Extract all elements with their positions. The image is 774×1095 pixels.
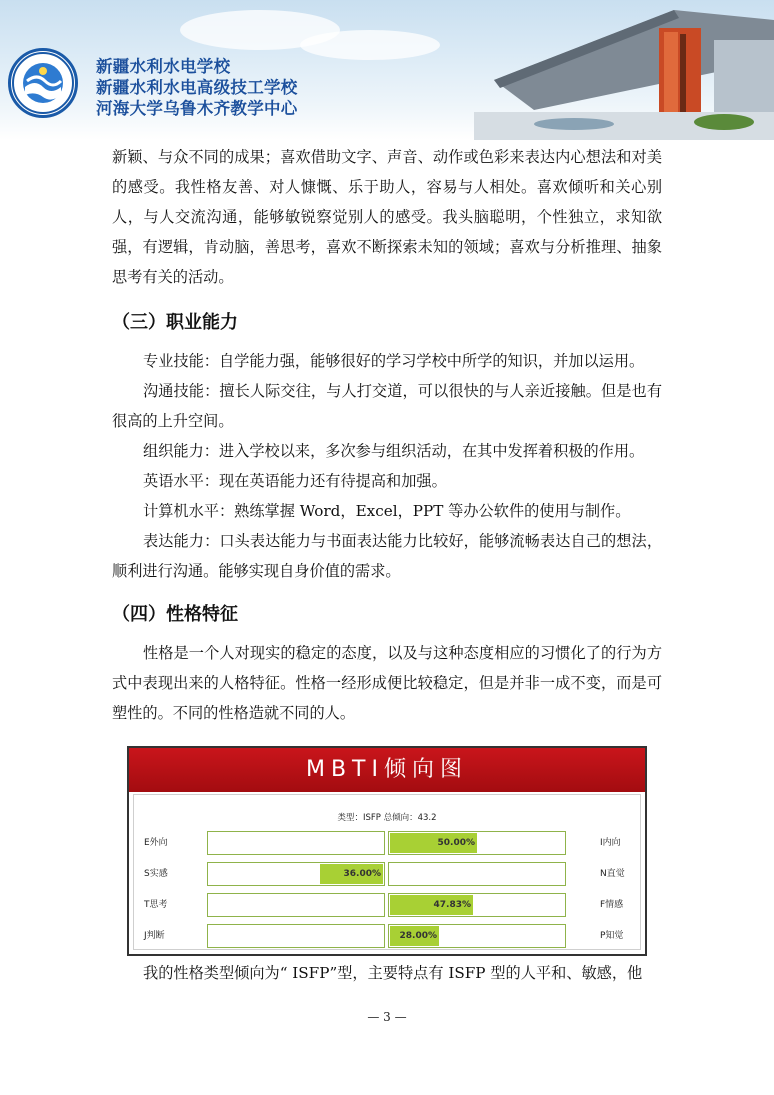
skill-paragraph: 组织能力：进入学校以来，多次参与组织活动，在其中发挥着积极的作用。 xyxy=(143,442,645,460)
mbti-row xyxy=(134,831,640,855)
personality-paragraph: 性格是一个人对现实的稳定的态度，以及与这种态度相应的习惯化了的行为方式中表现出来的人格特征。性格一经形成便比较稳定，但是并非一成不变，而是可塑性的。不同的性格造就不同的人。 xyxy=(112,644,662,722)
school-names xyxy=(96,56,298,119)
section-4-heading: （四）性格特征 xyxy=(112,604,238,625)
mbti-bar: 36.00% xyxy=(320,864,383,884)
mbti-bar: 28.00% xyxy=(390,926,439,946)
closing-paragraph: 我的性格类型倾向为“ ISFP”型，主要特点有 ISFP 型的人平和、敏感，他 xyxy=(143,964,643,982)
mbti-right-label: F情感 xyxy=(600,900,624,910)
mbti-right-label: P知觉 xyxy=(600,931,624,941)
mbti-left-track xyxy=(207,924,385,948)
mbti-right-label: N直觉 xyxy=(600,869,625,879)
mbti-left-track xyxy=(207,862,385,886)
mbti-right-track xyxy=(388,893,566,917)
mbti-chart xyxy=(127,746,647,956)
skill-paragraph: 专业技能：自学能力强，能够很好的学习学校中所学的知识，并加以运用。 xyxy=(143,352,645,370)
logo-emblem-icon xyxy=(11,51,75,115)
skill-paragraph: 表达能力：口头表达能力与书面表达能力比较好，能够流畅表达自己的想法，顺利进行沟通。能够实现自身价值的需求。 xyxy=(112,532,662,580)
header-banner xyxy=(0,0,774,140)
mbti-left-track xyxy=(207,831,385,855)
mbti-chart-panel xyxy=(133,794,641,950)
school-name-3: 河海大学乌鲁木齐教学中心 xyxy=(96,99,298,118)
page-number: — 3 — xyxy=(367,1010,407,1024)
skill-paragraph: 沟通技能：擅长人际交往，与人打交道，可以很快的与人亲近接触。但是也有很高的上升空间。 xyxy=(112,382,662,430)
mbti-row xyxy=(134,924,640,948)
mbti-summary: 类型：ISFP 总倾向：43.2 xyxy=(337,813,437,823)
mbti-right-track xyxy=(388,924,566,948)
mbti-left-track xyxy=(207,893,385,917)
mbti-right-track xyxy=(388,862,566,886)
mbti-bar: 50.00% xyxy=(390,833,477,853)
section-3-heading: （三）职业能力 xyxy=(112,312,238,333)
mbti-bar: 47.83% xyxy=(390,895,473,915)
mbti-right-label: I内向 xyxy=(600,838,621,848)
intro-paragraph: 新颖、与众不同的成果；喜欢借助文字、声音、动作或色彩来表达内心想法和对美的感受。我性格友善、对人慷慨、乐于助人，容易与人相处。喜欢倾听和关心别人，与人交流沟通，能够敏锐察觉别人的感受。我头脑聪明，个性独立，求知欲强，有逻辑，肯动脑，善思考，喜欢不断探索未知的领域；喜欢与分析推理、抽象思考有关的活动。 xyxy=(112,148,662,286)
mbti-left-label: S实感 xyxy=(144,869,168,879)
cloud-decoration xyxy=(300,30,440,60)
mbti-left-label: T思考 xyxy=(144,900,168,910)
closing-text xyxy=(112,958,662,988)
mbti-row xyxy=(134,862,640,886)
school-logo xyxy=(8,48,78,118)
mbti-row xyxy=(134,893,640,917)
skill-paragraph: 计算机水平：熟练掌握 Word，Excel，PPT 等办公软件的使用与制作。 xyxy=(143,502,631,520)
mbti-chart-title: MBTI倾向图 xyxy=(129,748,645,792)
campus-gate-illustration xyxy=(474,0,774,140)
document-body xyxy=(112,142,662,728)
school-name-2: 新疆水利水电高级技工学校 xyxy=(96,78,298,97)
mbti-left-label: J判断 xyxy=(144,931,165,941)
skill-paragraph: 英语水平：现在英语能力还有待提高和加强。 xyxy=(143,472,447,490)
school-name-1: 新疆水利水电学校 xyxy=(96,57,231,76)
mbti-left-label: E外向 xyxy=(144,838,168,848)
mbti-right-track xyxy=(388,831,566,855)
